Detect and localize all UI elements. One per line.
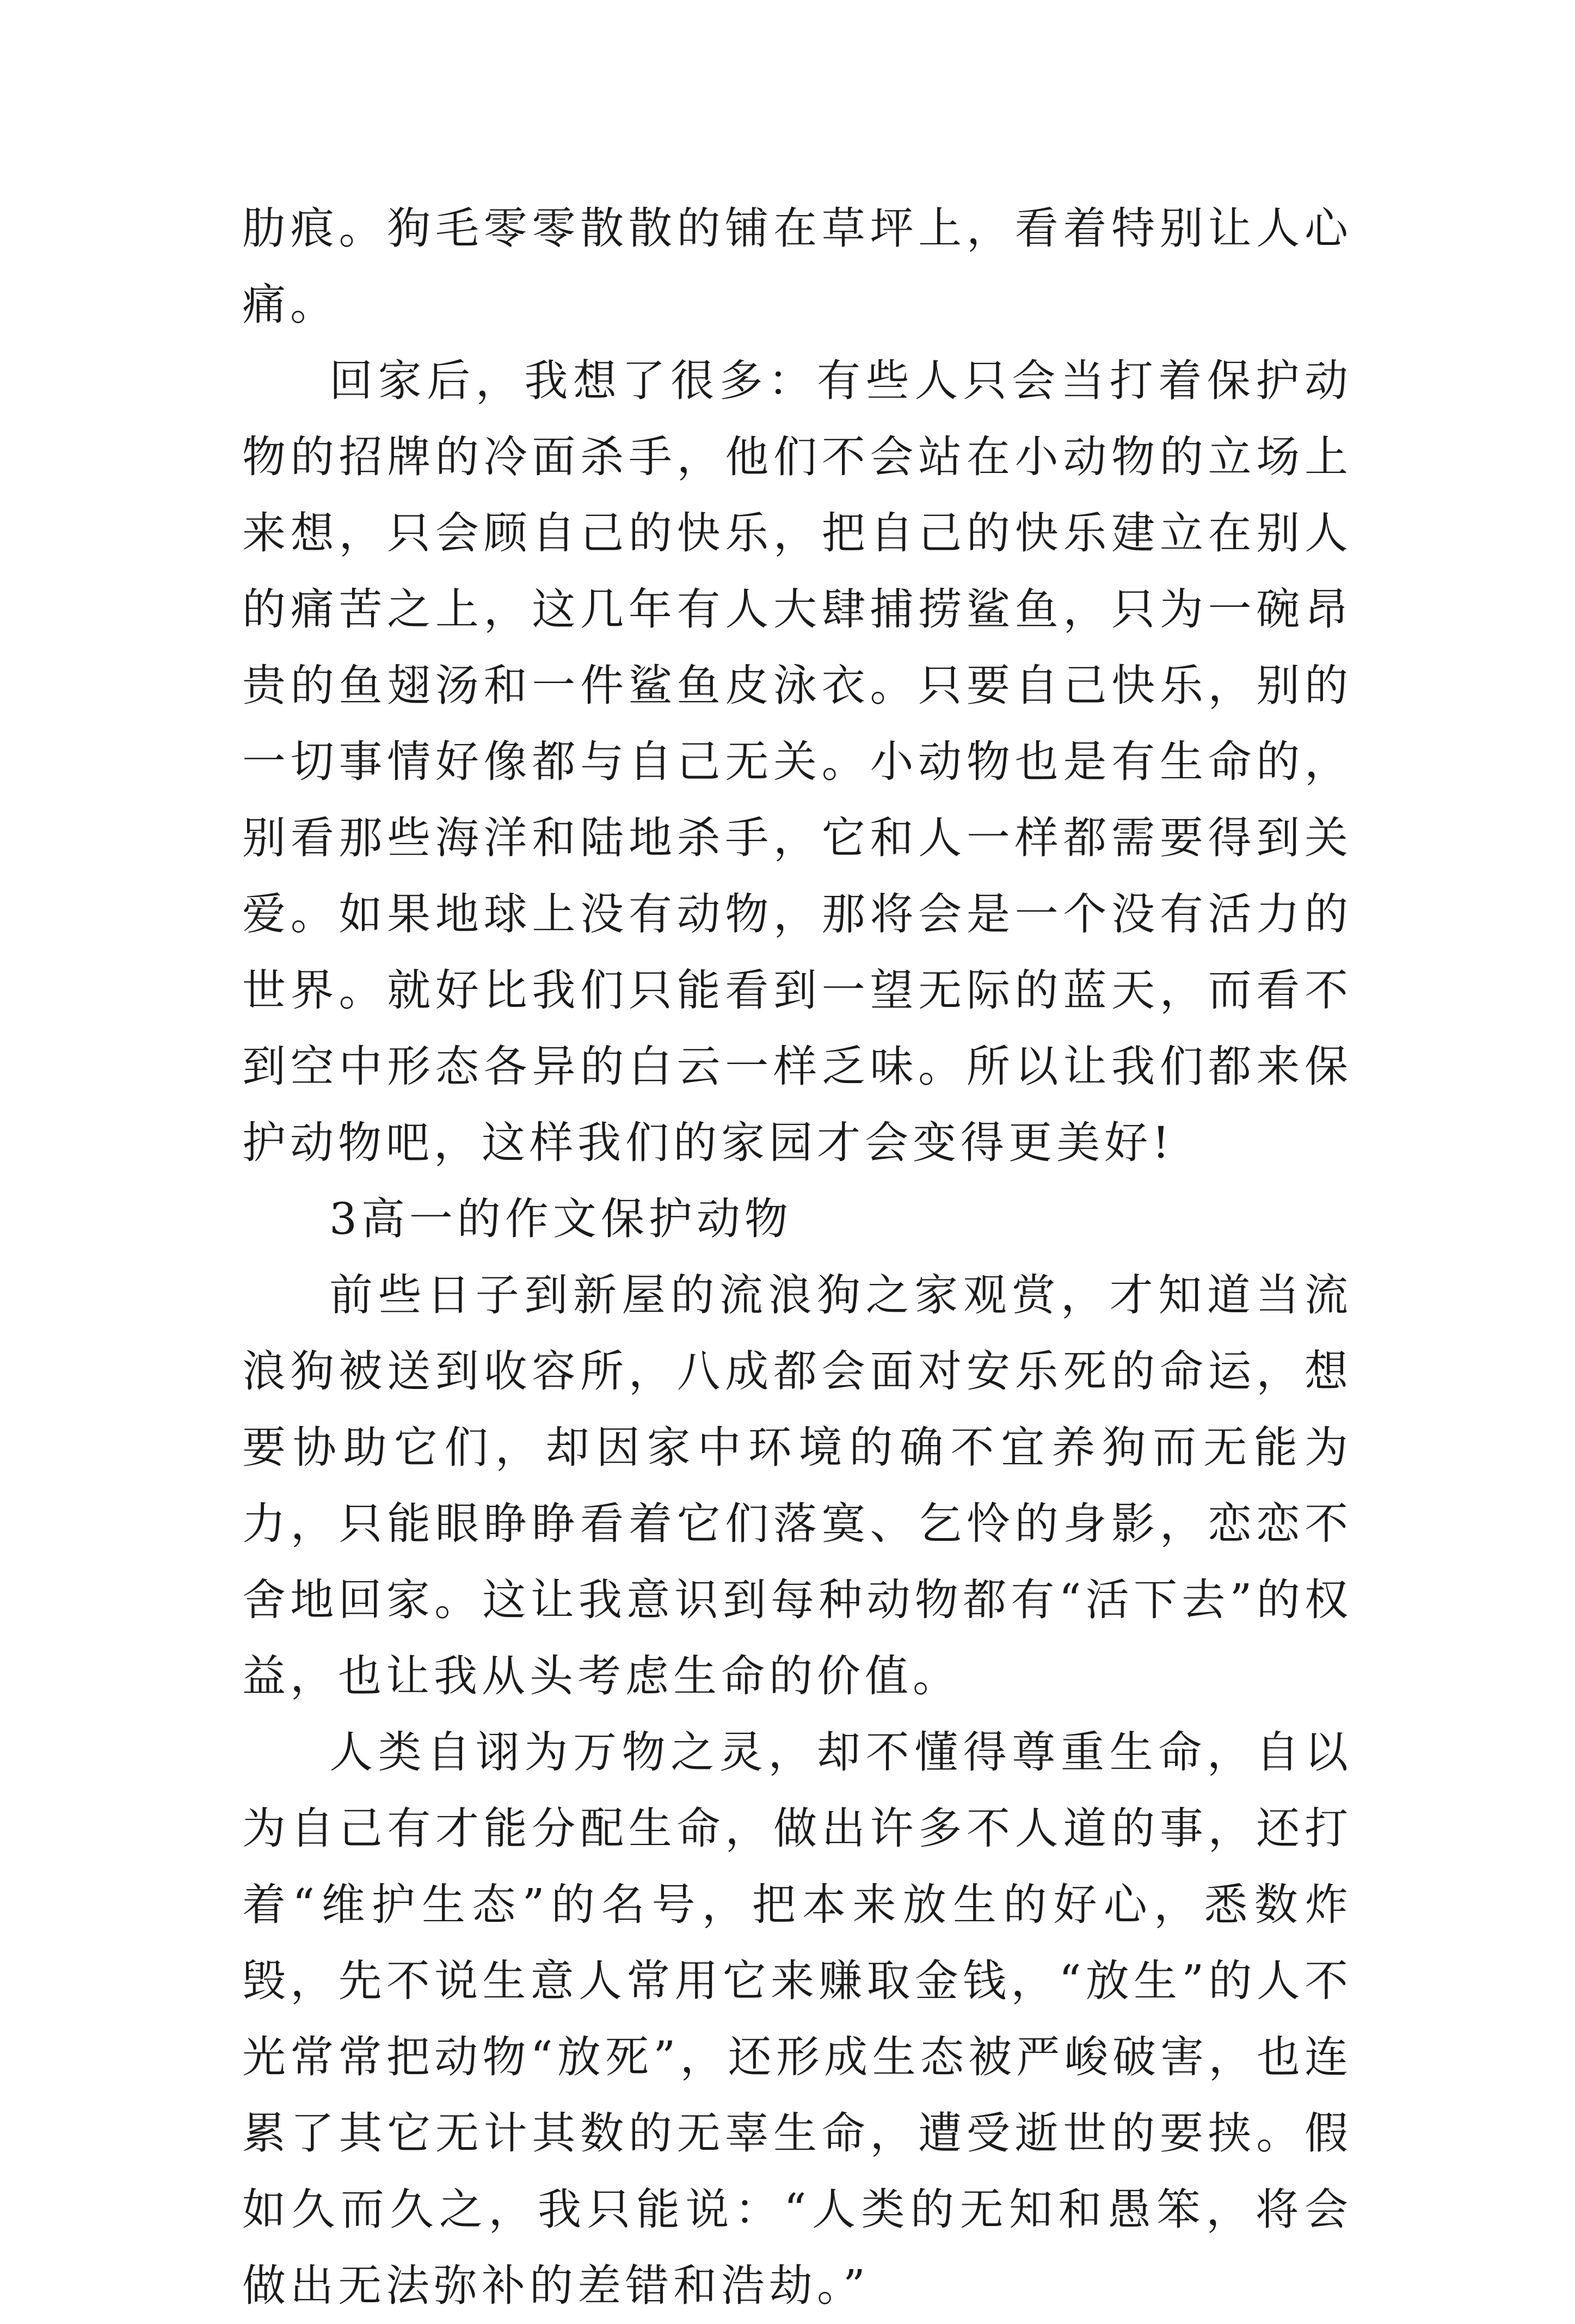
- paragraph-stray-dogs: 前些日子到新屋的流浪狗之家观赏，才知道当流浪狗被送到收容所，八成都会面对安乐死的命运，想要协助它们，却因家中环境的确不宜养狗而无能为力，只能眼睁睁看着它们落寞、乞怜的身影，恋恋不舍地回家。这让我意识到每种动物都有“活下去”的权益，也让我从头考虑生命的价值。: [242, 1270, 1352, 1701]
- document-body: [242, 190, 1352, 2324]
- paragraph-humanity: 人类自诩为万物之灵，却不懂得尊重生命，自以为自己有才能分配生命，做出许多不人道的事，还打着“维护生态”的名号，把本来放生的好心，悉数炸毁，先不说生意人常用它来赚取金钱，“放生”的人不光常常把动物“放死”，还形成生态被严峻破害，也连累了其它无计其数的无辜生命，遭受逝世的要挟。假如久而久之，我只能说：“人类的无知和愚笨，将会做出无法弥补的差错和浩劫。”: [242, 1727, 1352, 2311]
- paragraph-reflection: 回家后，我想了很多：有些人只会当打着保护动物的招牌的冷面杀手，他们不会站在小动物的立场上来想，只会顾自己的快乐，把自己的快乐建立在别人的痛苦之上，这几年有人大肆捕捞鲨鱼，只为一碗昂贵的鱼翅汤和一件鲨鱼皮泳衣。只要自己快乐，别的一切事情好像都与自己无关。小动物也是有生命的，别看那些海洋和陆地杀手，它和人一样都需要得到关爱。如果地球上没有动物，那将会是一个没有活力的世界。就好比我们只能看到一望无际的蓝天，而看不到空中形态各异的白云一样乏味。所以让我们都来保护动物吧，这样我们的家园才会变得更美好!: [242, 355, 1352, 1168]
- section-heading: 3高一的作文保护动物: [329, 1194, 792, 1244]
- paragraph-continuation: 肋痕。狗毛零零散散的铺在草坪上，看着特别让人心痛。: [242, 203, 1352, 330]
